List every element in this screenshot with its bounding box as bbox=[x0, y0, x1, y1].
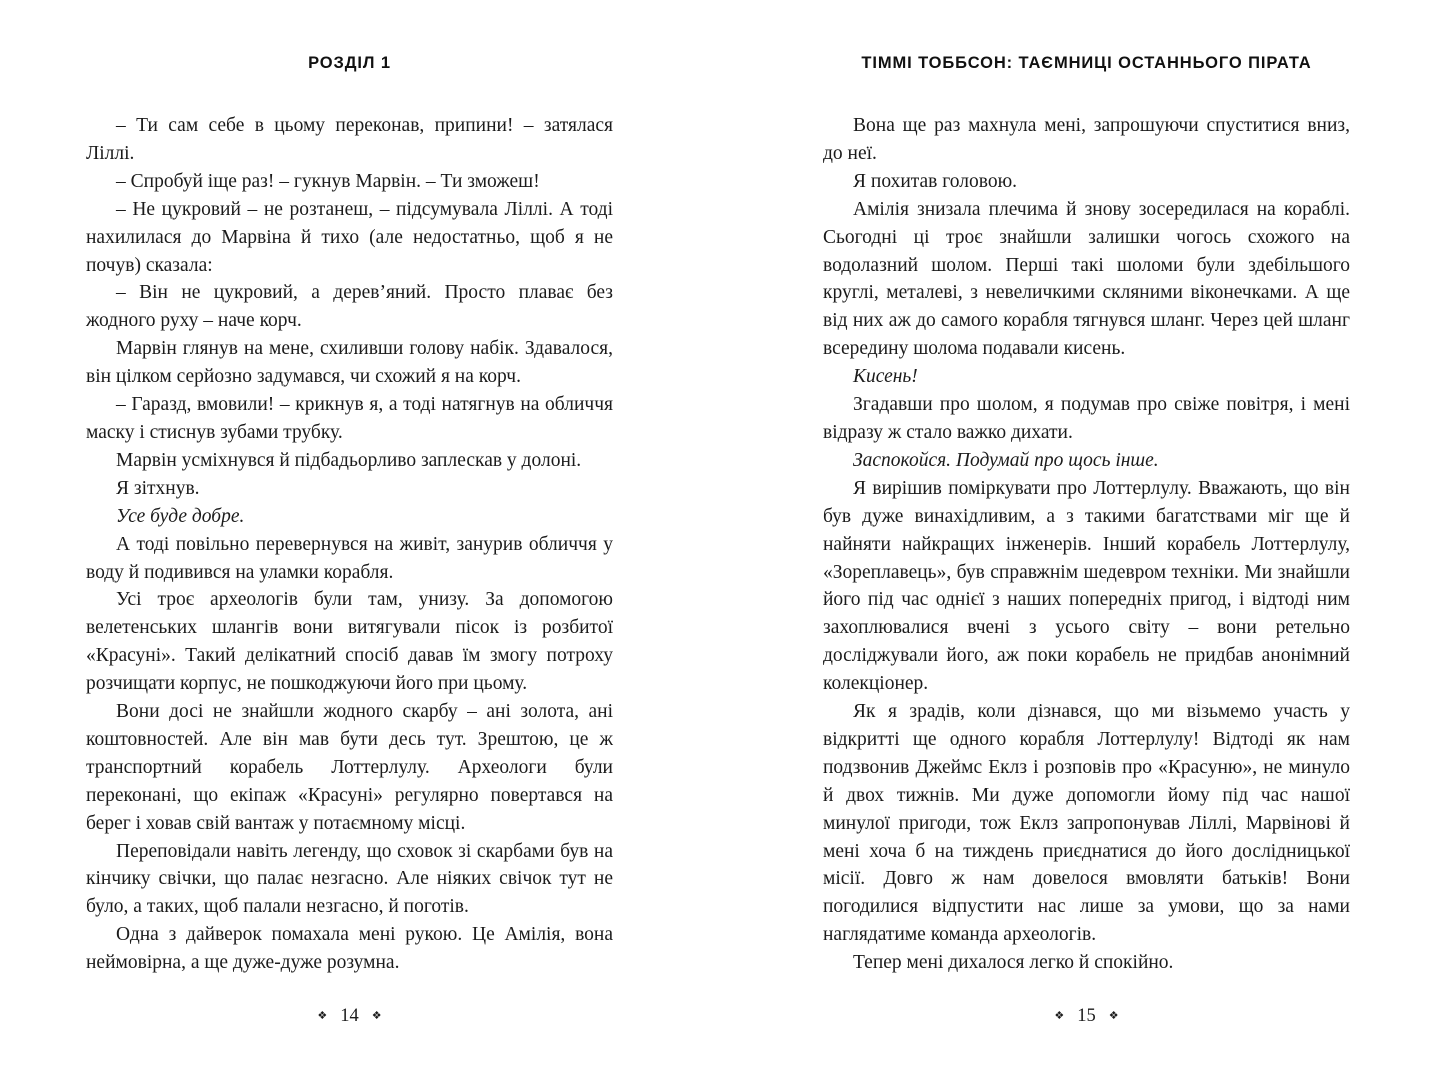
paragraph: Марвін усміхнувся й підбадьорливо заплескав у долоні. bbox=[116, 449, 582, 471]
paragraph: Я вирішив поміркувати про Лоттерлулу. Вважають, що він був дуже винахідливим, а з такими багатствами міг ще й найняти найкращих інженерів. Інший корабель Лоттерлулу, «Зореплавець», був справжнім шедевром техніки. Ми знайшли його під час однієї з наших попередніх пригод, і відтоді ним захоплювалися вчені з усього світу – вони ретельно досліджували його, аж поки корабель не придбав анонімний колекціонер. bbox=[823, 477, 1350, 695]
paragraph: Згадавши про шолом, я подумав про свіже повітря, і мені відразу ж стало важко дихати. bbox=[823, 394, 1350, 443]
page-footer bbox=[86, 1006, 613, 1027]
ornament-icon: ❖ bbox=[371, 1010, 382, 1022]
paragraph: Вона ще раз махнула мені, запрошуючи спуститися вниз, до неї. bbox=[823, 115, 1350, 164]
paragraph: Усі троє археологів були там, унизу. За допомогою велетенських шлангів вони витягували пісок із розбитої «Красуні». Такий делікатний спосіб давав їм змогу потроху розчищати корпус, не пошкоджуючи його при цьому. bbox=[86, 589, 613, 695]
paragraph: Кисень! bbox=[853, 366, 918, 388]
paragraph: – Гаразд, вмовили! – крикнув я, а тоді натягнув на обличчя маску і стиснув зубами трубку. bbox=[86, 394, 613, 443]
page-text bbox=[823, 112, 1350, 1006]
paragraph: – Спробуй іще раз! – гукнув Марвін. – Ти зможеш! bbox=[116, 170, 540, 192]
page-text bbox=[86, 112, 613, 1006]
paragraph: Переповідали навіть легенду, що сховок зі скарбами був на кінчику свічки, що палає незгасно. Але ніяких свічок тут не було, а таких, щоб палали незгасно, й поготів. bbox=[86, 840, 613, 918]
paragraph: Одна з дайверок помахала мені рукою. Це Амілія, вона неймовірна, а ще дуже-дуже розумна. bbox=[86, 924, 613, 974]
ornament-icon: ❖ bbox=[317, 1010, 328, 1022]
ornament-icon: ❖ bbox=[1054, 1010, 1065, 1022]
paragraph: Тепер мені дихалося легко й спокійно. bbox=[853, 952, 1174, 974]
book-page-left bbox=[86, 0, 613, 1079]
ornament-icon: ❖ bbox=[1108, 1010, 1119, 1022]
paragraph: Амілія знизала плечима й знову зосередилася на кораблі. Сьогодні ці троє знайшли залишки чогось схожого на водолазний шолом. Перші такі шоломи були здебільшого круглі, металеві, з невеличкими скляними віконечками. А ще від них аж до самого корабля тягнувся шланг. Через цей шланг всередину шолома подавали кисень. bbox=[823, 198, 1350, 360]
paragraph: Я похитав головою. bbox=[853, 170, 1018, 192]
paragraph: Я зітхнув. bbox=[116, 477, 200, 499]
paragraph: А тоді повільно перевернувся на живіт, занурив обличчя у воду й подивився на уламки корабля. bbox=[86, 533, 613, 583]
page-number: 14 bbox=[340, 1006, 359, 1026]
paragraph: – Не цукровий – не розтанеш, – підсумувала Ліллі. А тоді нахилилася до Марвіна й тихо (але недостатньо, щоб я не почув) сказала: bbox=[86, 198, 613, 276]
paragraph: Усе буде добре. bbox=[116, 505, 245, 527]
running-header-chapter: РОЗДІЛ 1 bbox=[308, 54, 391, 72]
page-number: 15 bbox=[1077, 1006, 1096, 1026]
book-page-right bbox=[823, 0, 1350, 1079]
paragraph: Вони досі не знайшли жодного скарбу – ані золота, ані коштовностей. Але він мав бути десь тут. Зрештою, це ж транспортний корабель Лоттерлулу. Археологи були переконані, що екіпаж «Красуні» регулярно повертався на берег і ховав свій вантаж у потаємному місці. bbox=[86, 701, 613, 834]
paragraph: – Він не цукровий, а дерев’яний. Просто плаває без жодного руху – наче корч. bbox=[86, 282, 613, 332]
page-footer bbox=[823, 1006, 1350, 1027]
paragraph: Марвін глянув на мене, схиливши голову набік. Здавалося, він цілком серйозно задумався, чи схожий я на корч. bbox=[86, 338, 613, 388]
running-header-book-title: ТІММІ ТОББСОН: ТАЄМНИЦІ ОСТАННЬОГО ПІРАТА bbox=[861, 54, 1312, 72]
paragraph: Як я зрадів, коли дізнався, що ми візьмемо участь у відкритті ще одного корабля Лоттерлулу! Відтоді як нам подзвонив Джеймс Еклз і розповів про «Красуню», не минуло й двох тижнів. Ми дуже допомогли йому під час нашої минулої пригоди, тож Еклз запропонував Ліллі, Марвінові й мені хоча б на тиждень приєднатися до його дослідницької місії. Довго ж нам довелося вмовляти батьків! Вони погодилися відпустити нас лише за умови, що за нами наглядатиме команда археологів. bbox=[823, 701, 1350, 946]
paragraph: – Ти сам себе в цьому переконав, припини! – затялася Ліллі. bbox=[86, 115, 613, 164]
paragraph: Заспокойся. Подумай про щось інше. bbox=[853, 449, 1159, 471]
